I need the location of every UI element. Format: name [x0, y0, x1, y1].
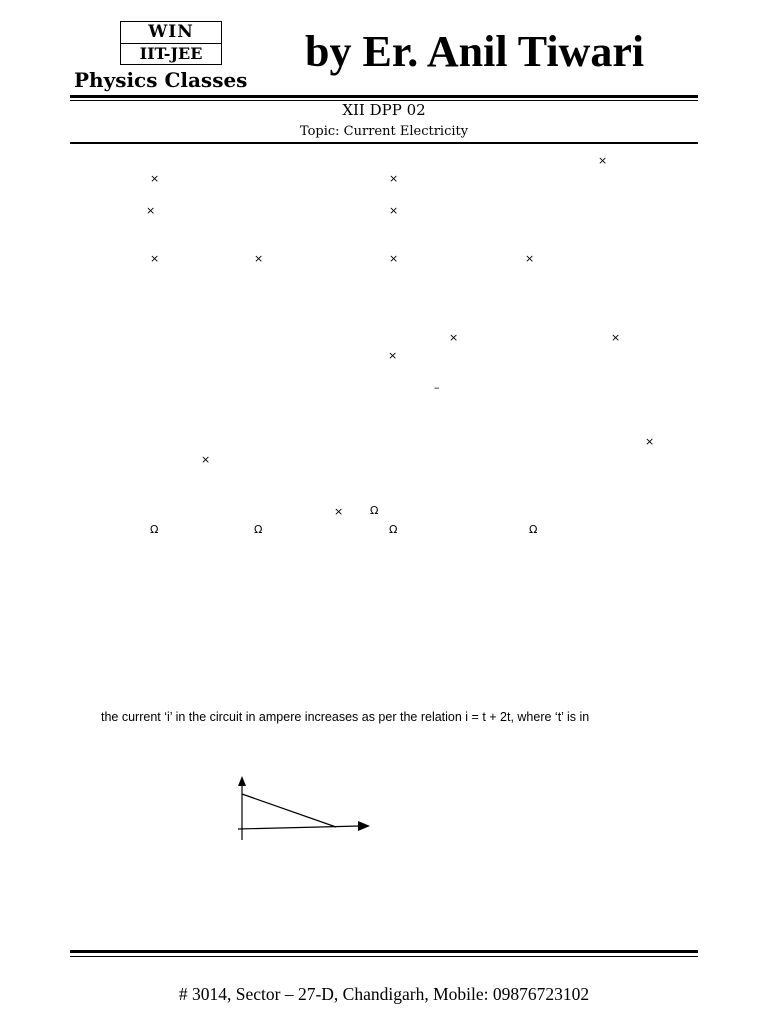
- logo-line-win: WIN: [148, 22, 194, 42]
- dash-symbol: –: [434, 381, 440, 394]
- times-symbol: ×: [150, 252, 160, 265]
- y-axis-arrowhead: [238, 776, 246, 786]
- times-symbol: ×: [525, 252, 535, 265]
- times-symbol: ×: [449, 331, 459, 344]
- times-symbol: ×: [645, 435, 655, 448]
- graph-line: [242, 794, 336, 827]
- sheet-title: XII DPP 02: [342, 101, 426, 119]
- x-axis-arrowhead: [358, 821, 370, 831]
- ohm-symbol: Ω: [150, 523, 159, 536]
- author-name: by Er. Anil Tiwari: [305, 27, 645, 76]
- times-symbol: ×: [598, 154, 608, 167]
- sheet-topic: Topic: Current Electricity: [299, 124, 469, 139]
- times-symbol: ×: [389, 172, 399, 185]
- times-symbol: ×: [388, 349, 398, 362]
- times-symbol: ×: [389, 204, 399, 217]
- x-axis: [238, 826, 360, 829]
- times-symbol: ×: [334, 505, 344, 518]
- header-rule-thick: [70, 95, 698, 98]
- footer-rule-thin: [70, 956, 698, 957]
- times-symbol: ×: [150, 172, 160, 185]
- ohm-symbol: Ω: [370, 504, 379, 517]
- times-symbol: ×: [389, 252, 399, 265]
- graph-sketch: [232, 772, 377, 844]
- times-symbol: ×: [201, 453, 211, 466]
- ohm-symbol: Ω: [254, 523, 263, 536]
- question-text: the current ‘i’ in the circuit in ampere increases as per the relation i = t + 2t, where ‘t’ is in: [101, 710, 590, 724]
- logo-line-iitjee: IIT-JEE: [121, 43, 221, 64]
- logo-box: [120, 21, 222, 65]
- footer-address: # 3014, Sector – 27-D, Chandigarh, Mobile: 09876723102: [178, 984, 590, 1004]
- times-symbol: ×: [611, 331, 621, 344]
- times-symbol: ×: [146, 204, 156, 217]
- logo-subtitle: Physics Classes: [74, 68, 248, 92]
- title-rule: [70, 142, 698, 144]
- ohm-symbol: Ω: [389, 523, 398, 536]
- footer-rule-thick: [70, 950, 698, 953]
- ohm-symbol: Ω: [529, 523, 538, 536]
- times-symbol: ×: [254, 252, 264, 265]
